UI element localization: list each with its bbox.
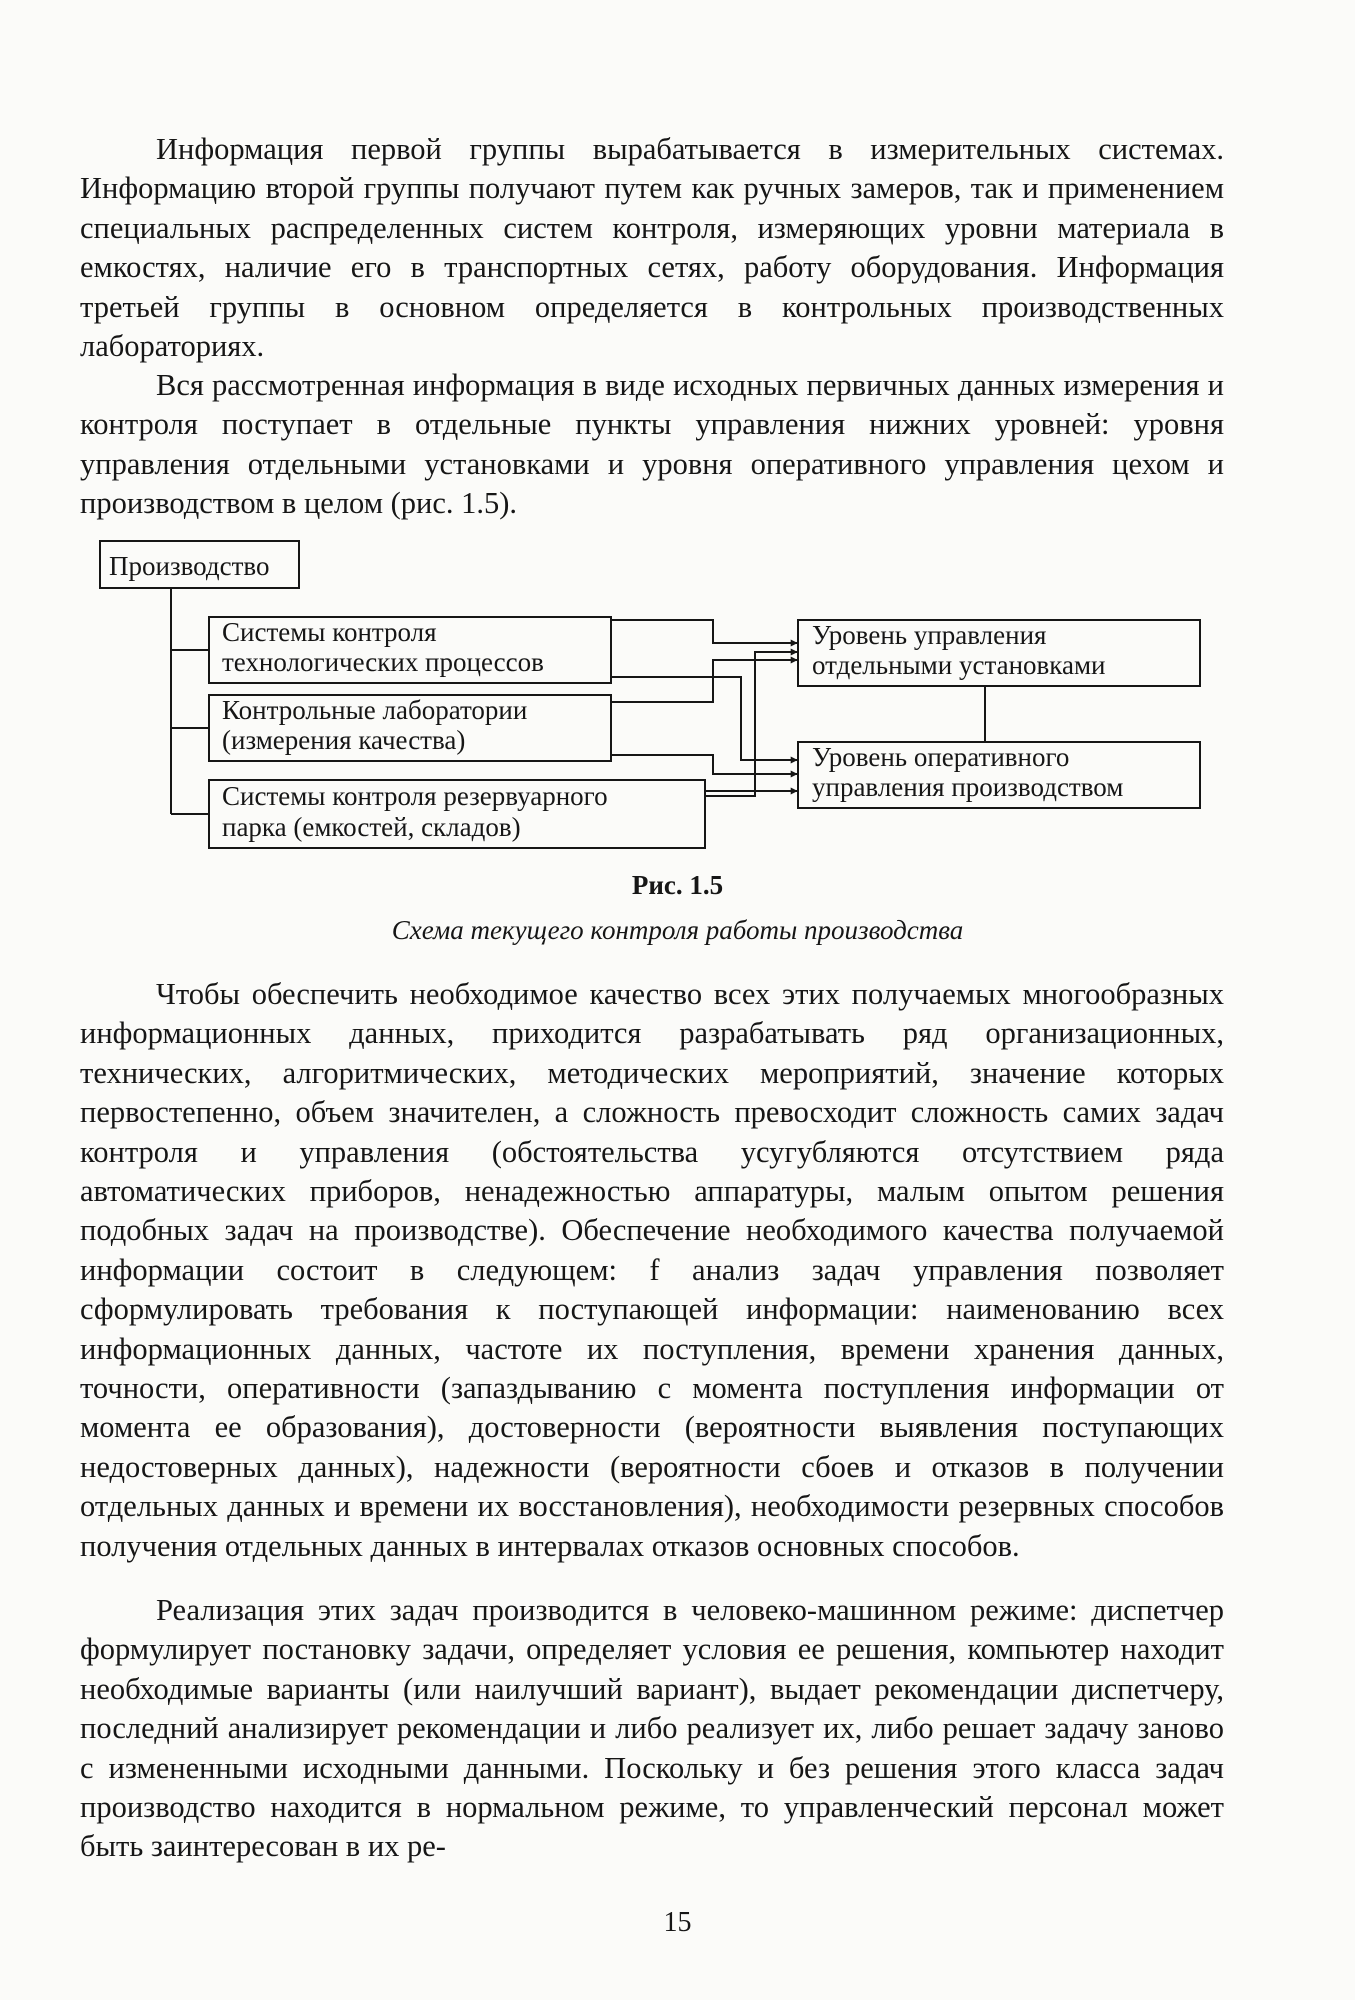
labs-to-oper xyxy=(611,755,797,774)
page-number: 15 xyxy=(663,1907,692,1938)
paragraph-3: Чтобы обеспечить необходимое качество всех этих получаемых многообразных информационных данных, приходится разрабатывать ряд организационных, технических, алгоритмических, методических мероприятий, значение которых первостепенно, объем значителен, а сложность превосходит сложность самих задач контроля и управления (обстоятельства усугубляются отсутствием ряда автоматических приборов, ненадежностью аппаратуры, малым опытом решения подобных задач на производстве). Обеспечение необходимого качества получаемой информации состоит в следующем: f анализ задач управления позволяет сформулировать требования к поступающей информации: наименованию всех информационных данных, частоте их поступления, времени хранения данных, точности, оперативности (запаздыванию с момента поступления информации от момента ее образования), достоверности (вероятности выявления поступающих недостоверных данных), надежности (вероятности сбоев и отказов в получении отдельных данных и времени их восстановления), необходимости резервных способов получения отдельных данных в интервалах отказов основных способов. xyxy=(80,977,1224,1563)
unit-level-box xyxy=(798,620,1200,686)
unit-level-label-2: отдельными установками xyxy=(812,650,1106,680)
tech-control-label-2: технологических процессов xyxy=(222,647,544,677)
tech-to-oper xyxy=(611,677,797,760)
oper-level-box xyxy=(798,742,1200,808)
tech-control-label-1: Системы контроля xyxy=(222,617,437,647)
paragraph-2: Вся рассмотренная информация в виде исходных первичных данных измерения и контроля поступает в отдельные пункты управления нижних уровней: уровня управления отдельными установками и уровня оперативного управления цехом и производством в целом (рис. 1.5). xyxy=(80,368,1224,521)
tech-to-unit xyxy=(611,620,797,643)
tank-control-label-2: парка (емкостей, складов) xyxy=(222,812,521,842)
labs-box xyxy=(209,695,611,761)
labs-label-2: (измерения качества) xyxy=(222,725,466,755)
production-label: Производство xyxy=(109,551,270,581)
figure-number: Рис. 1.5 xyxy=(631,870,724,900)
figure-title: Схема текущего контроля работы производства xyxy=(391,915,964,945)
tank-to-unit xyxy=(705,652,797,796)
production-box xyxy=(100,541,299,588)
tank-control-box xyxy=(209,780,705,848)
paragraph-4: Реализация этих задач производится в человеко-машинном режиме: диспетчер формулирует постановку задачи, определяет условия ее решения, компьютер находит необходимые варианты (или наилучший вариант), выдает рекомендации диспетчеру, последний анализирует рекомендации и либо реализует их, либо решает задачу заново с измененными исходными данными. Поскольку и без решения этого класса задач производство находится в нормальном режиме, то управленческий персонал может быть заинтересован в их ре- xyxy=(80,1593,1224,1864)
labs-label-1: Контрольные лаборатории xyxy=(222,695,528,725)
unit-level-label-1: Уровень управления xyxy=(812,620,1047,650)
paragraph-1: Информация первой группы вырабатывается в измерительных системах. Информацию второй группы получают путем как ручных замеров, так и применением специальных распределенных систем контроля, измеряющих уровни материала в емкостях, наличие его в транспортных сетях, работу оборудования. Информация третьей группы в основном определяется в контрольных производственных лабораториях. xyxy=(80,132,1224,364)
oper-level-label-2: управления производством xyxy=(812,772,1124,802)
oper-level-label-1: Уровень оперативного xyxy=(812,742,1070,772)
tank-control-label-1: Системы контроля резервуарного xyxy=(222,781,608,811)
labs-to-unit xyxy=(611,660,797,702)
tech-control-box xyxy=(209,617,611,683)
